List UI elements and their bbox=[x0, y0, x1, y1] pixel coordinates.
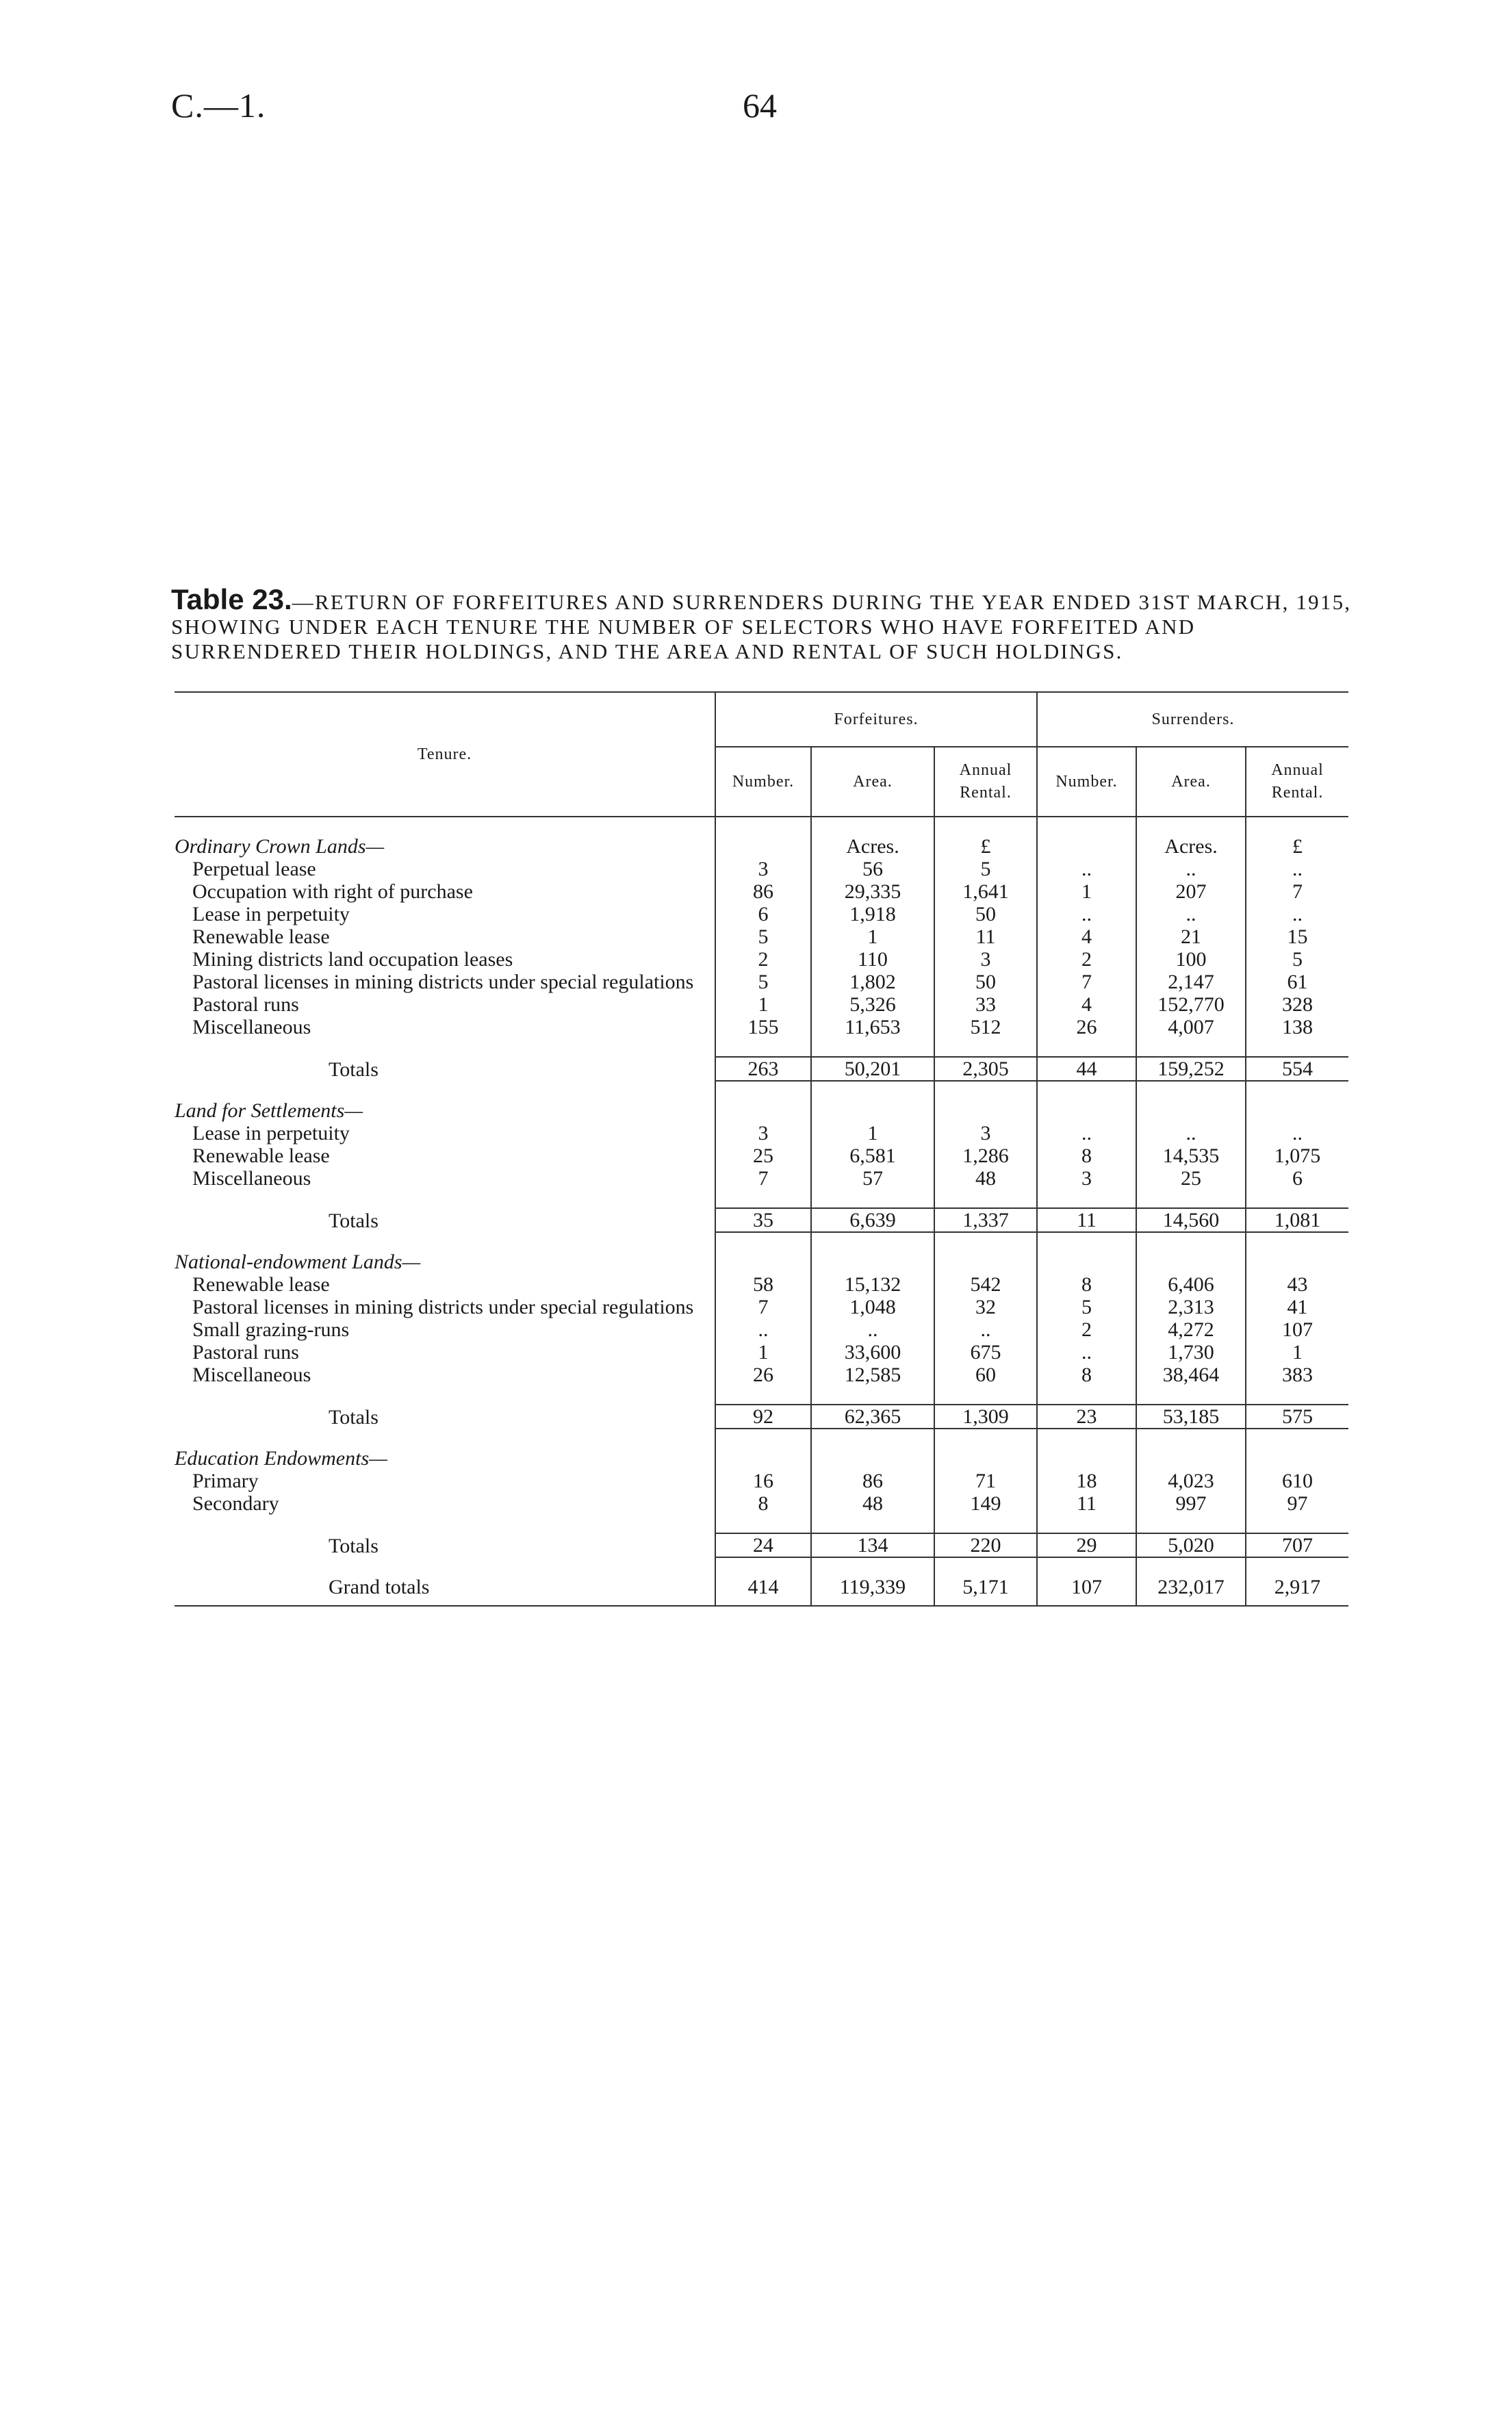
surrender-rental-cell: 610 bbox=[1246, 1470, 1348, 1492]
forfeit-rental-total: 220 bbox=[934, 1533, 1037, 1557]
forfeit-rental-cell: 60 bbox=[934, 1364, 1037, 1386]
running-header: C.—1. bbox=[171, 86, 266, 125]
tenure-label bbox=[175, 1273, 715, 1296]
surrender-area-cell: 4,272 bbox=[1136, 1318, 1246, 1341]
surrender-area-cell: 4,023 bbox=[1136, 1470, 1246, 1492]
forfeit-number-cell: 26 bbox=[715, 1364, 811, 1386]
surrender-area-total: 14,560 bbox=[1136, 1208, 1246, 1232]
forfeit-rental-total: 1,309 bbox=[934, 1405, 1037, 1429]
surrender-number-cell: .. bbox=[1037, 1122, 1136, 1144]
surrender-area-cell: 2,147 bbox=[1136, 971, 1246, 993]
surrender-number-cell: .. bbox=[1037, 858, 1136, 880]
surrender-number-cell: 18 bbox=[1037, 1470, 1136, 1492]
forfeit-number-cell: .. bbox=[715, 1318, 811, 1341]
forfeit-number-cell: 6 bbox=[715, 903, 811, 925]
surrender-area-header: Area. bbox=[1136, 747, 1246, 817]
totals-label: Totals bbox=[329, 1210, 379, 1232]
forfeit-area-cell: 56 bbox=[811, 858, 934, 880]
tenure-label bbox=[175, 1318, 715, 1341]
forfeit-number-cell: 2 bbox=[715, 948, 811, 971]
totals-label: Totals bbox=[329, 1406, 379, 1429]
tenure-label-text: Secondary bbox=[192, 1492, 279, 1515]
tenure-label bbox=[175, 948, 715, 971]
forfeitures-header: Forfeitures. bbox=[715, 692, 1037, 747]
forfeit-area-cell: 29,335 bbox=[811, 880, 934, 903]
forfeit-rental-cell: 1,641 bbox=[934, 880, 1037, 903]
table-row bbox=[175, 1318, 1348, 1341]
surrender-rental-cell: 1,075 bbox=[1246, 1144, 1348, 1167]
surrender-number-cell: 2 bbox=[1037, 948, 1136, 971]
tenure-label-text: Renewable lease bbox=[192, 925, 330, 948]
section-heading: Ordinary Crown Lands— bbox=[175, 835, 385, 858]
table-row bbox=[175, 1122, 1348, 1144]
surrender-rental-total: 707 bbox=[1246, 1533, 1348, 1557]
table-row bbox=[175, 1273, 1348, 1296]
table-row bbox=[175, 993, 1348, 1016]
surrender-area-cell: 100 bbox=[1136, 948, 1246, 971]
table-row bbox=[175, 1167, 1348, 1190]
surrender-number-cell: 3 bbox=[1037, 1167, 1136, 1190]
blank bbox=[715, 1099, 811, 1122]
forfeit-rental-cell: 50 bbox=[934, 903, 1037, 925]
forfeit-area-cell: .. bbox=[811, 1318, 934, 1341]
blank bbox=[1037, 835, 1136, 858]
forfeit-rental-cell: 149 bbox=[934, 1492, 1037, 1515]
forfeit-number-cell: 58 bbox=[715, 1273, 811, 1296]
forfeit-area-cell: 1,918 bbox=[811, 903, 934, 925]
forfeit-number-total: 35 bbox=[715, 1208, 811, 1232]
forfeit-area-cell: 33,600 bbox=[811, 1341, 934, 1364]
blank bbox=[1136, 1251, 1246, 1273]
blank bbox=[811, 1099, 934, 1122]
surrender-number-cell: 8 bbox=[1037, 1273, 1136, 1296]
surrender-rental-header: Annual Rental. bbox=[1246, 747, 1348, 817]
forfeit-area-total: 50,201 bbox=[811, 1057, 934, 1081]
tenure-label-text: Renewable lease bbox=[192, 1273, 330, 1296]
surrender-rental-cell: .. bbox=[1246, 903, 1348, 925]
blank bbox=[934, 1447, 1037, 1470]
surrender-rental-cell: 138 bbox=[1246, 1016, 1348, 1038]
surrender-area-cell: 4,007 bbox=[1136, 1016, 1246, 1038]
blank bbox=[1037, 1251, 1136, 1273]
blank bbox=[1037, 1099, 1136, 1122]
surrender-area-cell: 207 bbox=[1136, 880, 1246, 903]
surrender-area-cell: 6,406 bbox=[1136, 1273, 1246, 1296]
forfeit-rental-cell: 50 bbox=[934, 971, 1037, 993]
forfeit-number-cell: 8 bbox=[715, 1492, 811, 1515]
blank bbox=[715, 1447, 811, 1470]
forfeit-rental-cell: 48 bbox=[934, 1167, 1037, 1190]
surrender-rental-cell: 6 bbox=[1246, 1167, 1348, 1190]
forfeit-rental-cell: 1,286 bbox=[934, 1144, 1037, 1167]
forfeit-rental-cell: 71 bbox=[934, 1470, 1037, 1492]
forfeit-number-cell: 155 bbox=[715, 1016, 811, 1038]
table-title bbox=[171, 583, 1362, 664]
blank bbox=[1136, 1447, 1246, 1470]
surrender-rental-cell: 383 bbox=[1246, 1364, 1348, 1386]
surrender-number-cell: 11 bbox=[1037, 1492, 1136, 1515]
table-row bbox=[175, 1341, 1348, 1364]
surrender-number-total: 11 bbox=[1037, 1208, 1136, 1232]
forfeit-area-cell: 6,581 bbox=[811, 1144, 934, 1167]
table-row bbox=[175, 1364, 1348, 1386]
forfeit-area-cell: 12,585 bbox=[811, 1364, 934, 1386]
forfeit-area-cell: 1 bbox=[811, 1122, 934, 1144]
surrender-area-cell: 1,730 bbox=[1136, 1341, 1246, 1364]
forfeit-area-total: 6,639 bbox=[811, 1208, 934, 1232]
blank bbox=[934, 1099, 1037, 1122]
surrender-rental-cell: 5 bbox=[1246, 948, 1348, 971]
surrender-number-total: 44 bbox=[1037, 1057, 1136, 1081]
page-number: 64 bbox=[743, 86, 777, 125]
forfeit-rental-total: 2,305 bbox=[934, 1057, 1037, 1081]
forfeit-area-cell: 15,132 bbox=[811, 1273, 934, 1296]
totals-label: Totals bbox=[329, 1058, 379, 1081]
surrender-area-cell: 14,535 bbox=[1136, 1144, 1246, 1167]
surrender-area-cell: 25 bbox=[1136, 1167, 1246, 1190]
blank bbox=[1136, 1099, 1246, 1122]
surrender-area-total: 159,252 bbox=[1136, 1057, 1246, 1081]
blank bbox=[811, 1251, 934, 1273]
forfeit-number-cell: 5 bbox=[715, 971, 811, 993]
grand-totals-label: Grand totals bbox=[175, 1576, 715, 1606]
forfeit-number-cell: 7 bbox=[715, 1296, 811, 1318]
surrender-area-grand-total: 232,017 bbox=[1136, 1576, 1246, 1606]
section-heading: Education Endowments— bbox=[175, 1447, 387, 1470]
forfeit-number-grand-total: 414 bbox=[715, 1576, 811, 1606]
tenure-label-text: Miscellaneous bbox=[192, 1016, 311, 1038]
table-row bbox=[175, 948, 1348, 971]
surrender-rental-cell: 328 bbox=[1246, 993, 1348, 1016]
surrender-rental-cell: 1 bbox=[1246, 1341, 1348, 1364]
totals-row bbox=[175, 1208, 1348, 1232]
table-number: Table 23. bbox=[171, 583, 292, 615]
blank bbox=[1246, 1099, 1348, 1122]
surrender-rental-total: 1,081 bbox=[1246, 1208, 1348, 1232]
forfeit-number-cell: 1 bbox=[715, 993, 811, 1016]
tenure-label-text: Pastoral licenses in mining districts under special regulations bbox=[192, 1296, 694, 1318]
surrender-rental-total: 554 bbox=[1246, 1057, 1348, 1081]
surrender-area-cell: 997 bbox=[1136, 1492, 1246, 1515]
surrender-rental-cell: 107 bbox=[1246, 1318, 1348, 1341]
forfeit-number-cell: 16 bbox=[715, 1470, 811, 1492]
table-row bbox=[175, 925, 1348, 948]
tenure-label-text: Pastoral licenses in mining districts under special regulations bbox=[192, 971, 694, 993]
surrender-area-cell: 21 bbox=[1136, 925, 1246, 948]
tenure-label bbox=[175, 1341, 715, 1364]
totals-label: Totals bbox=[329, 1535, 379, 1557]
surrender-area-cell: .. bbox=[1136, 858, 1246, 880]
unit-rental: £ bbox=[1246, 835, 1348, 858]
surrender-rental-cell: 15 bbox=[1246, 925, 1348, 948]
table-row bbox=[175, 1016, 1348, 1038]
surrender-number-grand-total: 107 bbox=[1037, 1576, 1136, 1606]
surrender-area-total: 53,185 bbox=[1136, 1405, 1246, 1429]
surrender-number-cell: 8 bbox=[1037, 1144, 1136, 1167]
tenure-label bbox=[175, 1470, 715, 1492]
forfeit-number-cell: 3 bbox=[715, 858, 811, 880]
forfeit-area-cell: 86 bbox=[811, 1470, 934, 1492]
tenure-label-text: Renewable lease bbox=[192, 1144, 330, 1167]
surrender-number-cell: 4 bbox=[1037, 993, 1136, 1016]
table-caption: —RETURN OF FORFEITURES AND SURRENDERS DURING THE YEAR ENDED 31ST MARCH, 1915, SHOWING UNDER EACH TENURE THE NUMBER OF SELECTORS WHO HAVE FORFEITED AND SURRENDERED THEIR HOLDINGS, AND THE AREA AND RENTAL OF SUCH HOLDINGS. bbox=[171, 590, 1352, 663]
tenure-label bbox=[175, 993, 715, 1016]
tenure-label-text: Lease in perpetuity bbox=[192, 1122, 350, 1144]
forfeit-area-total: 62,365 bbox=[811, 1405, 934, 1429]
tenure-label-text: Lease in perpetuity bbox=[192, 903, 350, 925]
tenure-label-text: Pastoral runs bbox=[192, 993, 299, 1016]
surrender-number-total: 23 bbox=[1037, 1405, 1136, 1429]
forfeit-rental-cell: 3 bbox=[934, 1122, 1037, 1144]
table-row bbox=[175, 1144, 1348, 1167]
forfeit-number-cell: 3 bbox=[715, 1122, 811, 1144]
forfeit-number-cell: 25 bbox=[715, 1144, 811, 1167]
totals-row bbox=[175, 1057, 1348, 1081]
unit-area: Acres. bbox=[1136, 835, 1246, 858]
forfeit-rental-cell: 675 bbox=[934, 1341, 1037, 1364]
tenure-label-text: Primary bbox=[192, 1470, 259, 1492]
surrender-number-cell: 2 bbox=[1037, 1318, 1136, 1341]
tenure-label bbox=[175, 903, 715, 925]
forfeit-area-grand-total: 119,339 bbox=[811, 1576, 934, 1606]
forfeit-number-cell: 7 bbox=[715, 1167, 811, 1190]
surrender-area-cell: 38,464 bbox=[1136, 1364, 1246, 1386]
surrender-number-cell: 26 bbox=[1037, 1016, 1136, 1038]
surrender-number-cell: .. bbox=[1037, 903, 1136, 925]
tenure-label bbox=[175, 925, 715, 948]
surrender-rental-cell: 43 bbox=[1246, 1273, 1348, 1296]
totals-row bbox=[175, 1533, 1348, 1557]
surrender-rental-cell: 41 bbox=[1246, 1296, 1348, 1318]
tenure-label-text: Occupation with right of purchase bbox=[192, 880, 473, 903]
tenure-label-text: Miscellaneous bbox=[192, 1364, 311, 1386]
surrender-number-cell: .. bbox=[1037, 1341, 1136, 1364]
tenure-label-text: Miscellaneous bbox=[192, 1167, 311, 1190]
tenure-label-text: Small grazing-runs bbox=[192, 1318, 350, 1341]
surrender-number-total: 29 bbox=[1037, 1533, 1136, 1557]
table-body bbox=[175, 817, 1348, 1606]
blank bbox=[811, 1447, 934, 1470]
forfeit-rental-grand-total: 5,171 bbox=[934, 1576, 1037, 1606]
tenure-label bbox=[175, 1364, 715, 1386]
table-row bbox=[175, 880, 1348, 903]
forfeit-number-cell: 1 bbox=[715, 1341, 811, 1364]
forfeit-rental-header: Annual Rental. bbox=[934, 747, 1037, 817]
forfeit-rental-cell: 5 bbox=[934, 858, 1037, 880]
surrender-number-cell: 8 bbox=[1037, 1364, 1136, 1386]
forfeit-number-header: Number. bbox=[715, 747, 811, 817]
surrender-rental-cell: 97 bbox=[1246, 1492, 1348, 1515]
surrenders-header: Surrenders. bbox=[1037, 692, 1348, 747]
surrender-number-cell: 7 bbox=[1037, 971, 1136, 993]
return-table bbox=[175, 691, 1348, 1607]
section-heading: National-endowment Lands— bbox=[175, 1251, 421, 1273]
tenure-label bbox=[175, 858, 715, 880]
section-heading: Land for Settlements— bbox=[175, 1099, 363, 1122]
forfeit-area-cell: 48 bbox=[811, 1492, 934, 1515]
tenure-header: Tenure. bbox=[175, 692, 715, 817]
surrender-area-total: 5,020 bbox=[1136, 1533, 1246, 1557]
surrender-area-cell: 152,770 bbox=[1136, 993, 1246, 1016]
surrender-area-cell: 2,313 bbox=[1136, 1296, 1246, 1318]
blank bbox=[934, 1251, 1037, 1273]
forfeit-rental-cell: 512 bbox=[934, 1016, 1037, 1038]
forfeit-area-total: 134 bbox=[811, 1533, 934, 1557]
table-row bbox=[175, 971, 1348, 993]
tenure-label bbox=[175, 1296, 715, 1318]
surrender-rental-cell: 7 bbox=[1246, 880, 1348, 903]
forfeit-rental-cell: .. bbox=[934, 1318, 1037, 1341]
grand-totals-row bbox=[175, 1576, 1348, 1606]
surrender-rental-total: 575 bbox=[1246, 1405, 1348, 1429]
surrender-number-header: Number. bbox=[1037, 747, 1136, 817]
forfeit-area-header: Area. bbox=[811, 747, 934, 817]
surrender-rental-cell: .. bbox=[1246, 1122, 1348, 1144]
blank bbox=[715, 835, 811, 858]
forfeit-area-cell: 57 bbox=[811, 1167, 934, 1190]
surrender-rental-cell: .. bbox=[1246, 858, 1348, 880]
tenure-label bbox=[175, 1016, 715, 1038]
table-row bbox=[175, 858, 1348, 880]
table-row bbox=[175, 1296, 1348, 1318]
unit-area: Acres. bbox=[811, 835, 934, 858]
forfeit-area-cell: 1,048 bbox=[811, 1296, 934, 1318]
forfeit-area-cell: 1 bbox=[811, 925, 934, 948]
surrender-rental-cell: 61 bbox=[1246, 971, 1348, 993]
forfeit-rental-cell: 32 bbox=[934, 1296, 1037, 1318]
tenure-label bbox=[175, 971, 715, 993]
tenure-label-text: Mining districts land occupation leases bbox=[192, 948, 513, 971]
blank bbox=[1037, 1447, 1136, 1470]
forfeit-area-cell: 1,802 bbox=[811, 971, 934, 993]
surrender-number-cell: 1 bbox=[1037, 880, 1136, 903]
forfeit-number-total: 263 bbox=[715, 1057, 811, 1081]
forfeit-rental-cell: 542 bbox=[934, 1273, 1037, 1296]
tenure-label bbox=[175, 1492, 715, 1515]
tenure-label-text: Perpetual lease bbox=[192, 858, 316, 880]
blank bbox=[715, 1251, 811, 1273]
surrender-area-cell: .. bbox=[1136, 903, 1246, 925]
table-row bbox=[175, 1492, 1348, 1515]
forfeit-rental-cell: 33 bbox=[934, 993, 1037, 1016]
surrender-number-cell: 4 bbox=[1037, 925, 1136, 948]
unit-rental: £ bbox=[934, 835, 1037, 858]
blank bbox=[1246, 1251, 1348, 1273]
tenure-label bbox=[175, 1167, 715, 1190]
table-row bbox=[175, 1470, 1348, 1492]
forfeit-rental-cell: 11 bbox=[934, 925, 1037, 948]
forfeit-area-cell: 11,653 bbox=[811, 1016, 934, 1038]
forfeit-number-cell: 86 bbox=[715, 880, 811, 903]
surrender-area-cell: .. bbox=[1136, 1122, 1246, 1144]
tenure-label-text: Pastoral runs bbox=[192, 1341, 299, 1364]
surrender-number-cell: 5 bbox=[1037, 1296, 1136, 1318]
surrender-rental-grand-total: 2,917 bbox=[1246, 1576, 1348, 1606]
forfeit-rental-cell: 3 bbox=[934, 948, 1037, 971]
tenure-label bbox=[175, 1144, 715, 1167]
totals-row bbox=[175, 1405, 1348, 1429]
blank bbox=[1246, 1447, 1348, 1470]
forfeit-area-cell: 5,326 bbox=[811, 993, 934, 1016]
forfeit-number-total: 24 bbox=[715, 1533, 811, 1557]
tenure-label bbox=[175, 1122, 715, 1144]
forfeit-number-cell: 5 bbox=[715, 925, 811, 948]
forfeit-rental-total: 1,337 bbox=[934, 1208, 1037, 1232]
tenure-label bbox=[175, 880, 715, 903]
table-row bbox=[175, 903, 1348, 925]
forfeit-number-total: 92 bbox=[715, 1405, 811, 1429]
forfeit-area-cell: 110 bbox=[811, 948, 934, 971]
